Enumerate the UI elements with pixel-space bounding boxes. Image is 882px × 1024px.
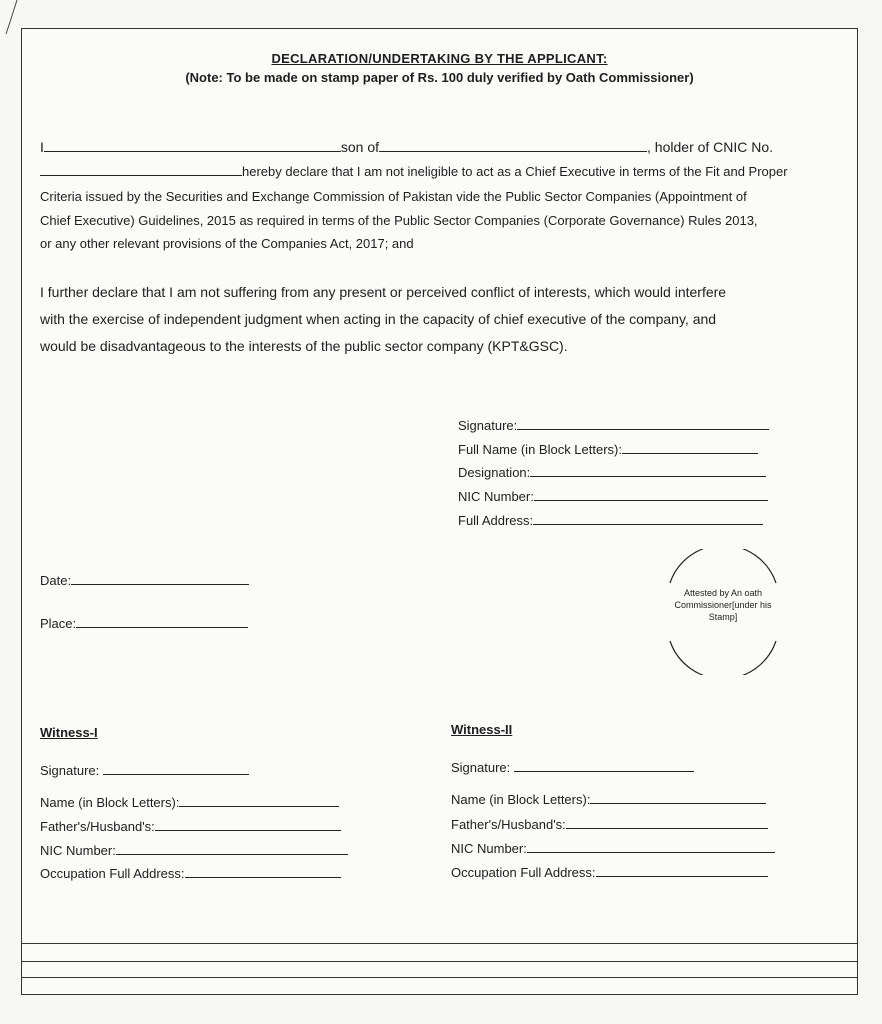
witness-1-father-field[interactable] bbox=[155, 830, 341, 831]
witness-2-heading: Witness-II bbox=[451, 722, 513, 737]
applicant-full-name-row: Full Name (in Block Letters): bbox=[458, 442, 758, 457]
declaration-line-2: hereby declare that I am not ineligible to act as a Chief Executive in terms of the Fit and Proper bbox=[40, 164, 840, 179]
father-name-field[interactable] bbox=[379, 151, 647, 152]
witness-2-signature-row: Signature: bbox=[451, 760, 694, 775]
applicant-designation-field[interactable] bbox=[530, 476, 766, 477]
applicant-full-name-field[interactable] bbox=[622, 453, 758, 454]
oath-commissioner-stamp-area bbox=[666, 549, 780, 675]
holder-of-label: , holder of CNIC No. bbox=[647, 139, 774, 155]
witness-1-nic-field[interactable] bbox=[116, 854, 348, 855]
witness-1-name-row: Name (in Block Letters): bbox=[40, 795, 339, 810]
applicant-nic-row: NIC Number: bbox=[458, 489, 768, 504]
declaration-line-3: Criteria issued by the Securities and Exchange Commission of Pakistan vide the Public Sector Companies (Appointment of bbox=[40, 189, 747, 204]
place-field[interactable] bbox=[76, 627, 248, 628]
form-title: DECLARATION/UNDERTAKING BY THE APPLICANT: bbox=[271, 51, 608, 66]
stamp-text: Attested by An oath Commissioner[under his Stamp] bbox=[674, 588, 772, 622]
witness-2-father-row: Father's/Husband's: bbox=[451, 817, 768, 832]
witness-2-signature-field[interactable] bbox=[514, 771, 694, 772]
declaration-prefix: I bbox=[40, 139, 44, 155]
witness-2-nic-field[interactable] bbox=[527, 852, 775, 853]
applicant-signature-row: Signature: bbox=[458, 418, 769, 433]
declaration-line-4: Chief Executive) Guidelines, 2015 as required in terms of the Public Sector Companies (Corporate Governance) Rules 2013, bbox=[40, 213, 758, 228]
son-of-label: son of bbox=[340, 139, 380, 155]
place-row: Place: bbox=[40, 616, 248, 631]
applicant-nic-field[interactable] bbox=[534, 500, 768, 501]
witness-2-nic-row: NIC Number: bbox=[451, 841, 775, 856]
witness-2-father-field[interactable] bbox=[566, 828, 768, 829]
pen-tick-mark bbox=[4, 0, 18, 36]
witness-2-occupation-row: Occupation Full Address: bbox=[451, 865, 768, 880]
witness-1-name-field[interactable] bbox=[179, 806, 339, 807]
applicant-name-field[interactable] bbox=[44, 151, 341, 152]
bottom-rule-3 bbox=[22, 977, 857, 978]
form-note: (Note: To be made on stamp paper of Rs. 100 duly verified by Oath Commissioner) bbox=[185, 70, 694, 85]
witness-2-occupation-field[interactable] bbox=[596, 876, 768, 877]
declaration-form bbox=[21, 28, 858, 995]
witness-1-father-row: Father's/Husband's: bbox=[40, 819, 341, 834]
bottom-rule-1 bbox=[22, 943, 857, 944]
witness-1-signature-row: Signature: bbox=[40, 763, 249, 778]
date-field[interactable] bbox=[71, 584, 249, 585]
cnic-number-field[interactable] bbox=[40, 175, 242, 176]
applicant-address-field[interactable] bbox=[533, 524, 763, 525]
declaration-line-5: or any other relevant provisions of the Companies Act, 2017; and bbox=[40, 236, 414, 251]
witness-2-name-row: Name (in Block Letters): bbox=[451, 792, 766, 807]
further-declaration: I further declare that I am not suffering from any present or perceived conflict of interests, which would interfere with the exercise of independent judgment when acting in the capacity of chief executive of the company, and would be disadvantageous to the interests of the public sector company (KPT&GSC). bbox=[40, 284, 727, 354]
witness-1-occupation-field[interactable] bbox=[185, 877, 341, 878]
bottom-rule-2 bbox=[22, 961, 857, 962]
witness-1-signature-field[interactable] bbox=[103, 774, 249, 775]
declaration-line-1 bbox=[40, 139, 840, 155]
witness-1-heading: Witness-I bbox=[40, 725, 98, 740]
applicant-signature-field[interactable] bbox=[517, 429, 769, 430]
applicant-designation-row: Designation: bbox=[458, 465, 766, 480]
applicant-address-row: Full Address: bbox=[458, 513, 763, 528]
witness-2-name-field[interactable] bbox=[590, 803, 766, 804]
date-row: Date: bbox=[40, 573, 249, 588]
witness-1-nic-row: NIC Number: bbox=[40, 843, 348, 858]
witness-1-occupation-row: Occupation Full Address: bbox=[40, 866, 341, 881]
